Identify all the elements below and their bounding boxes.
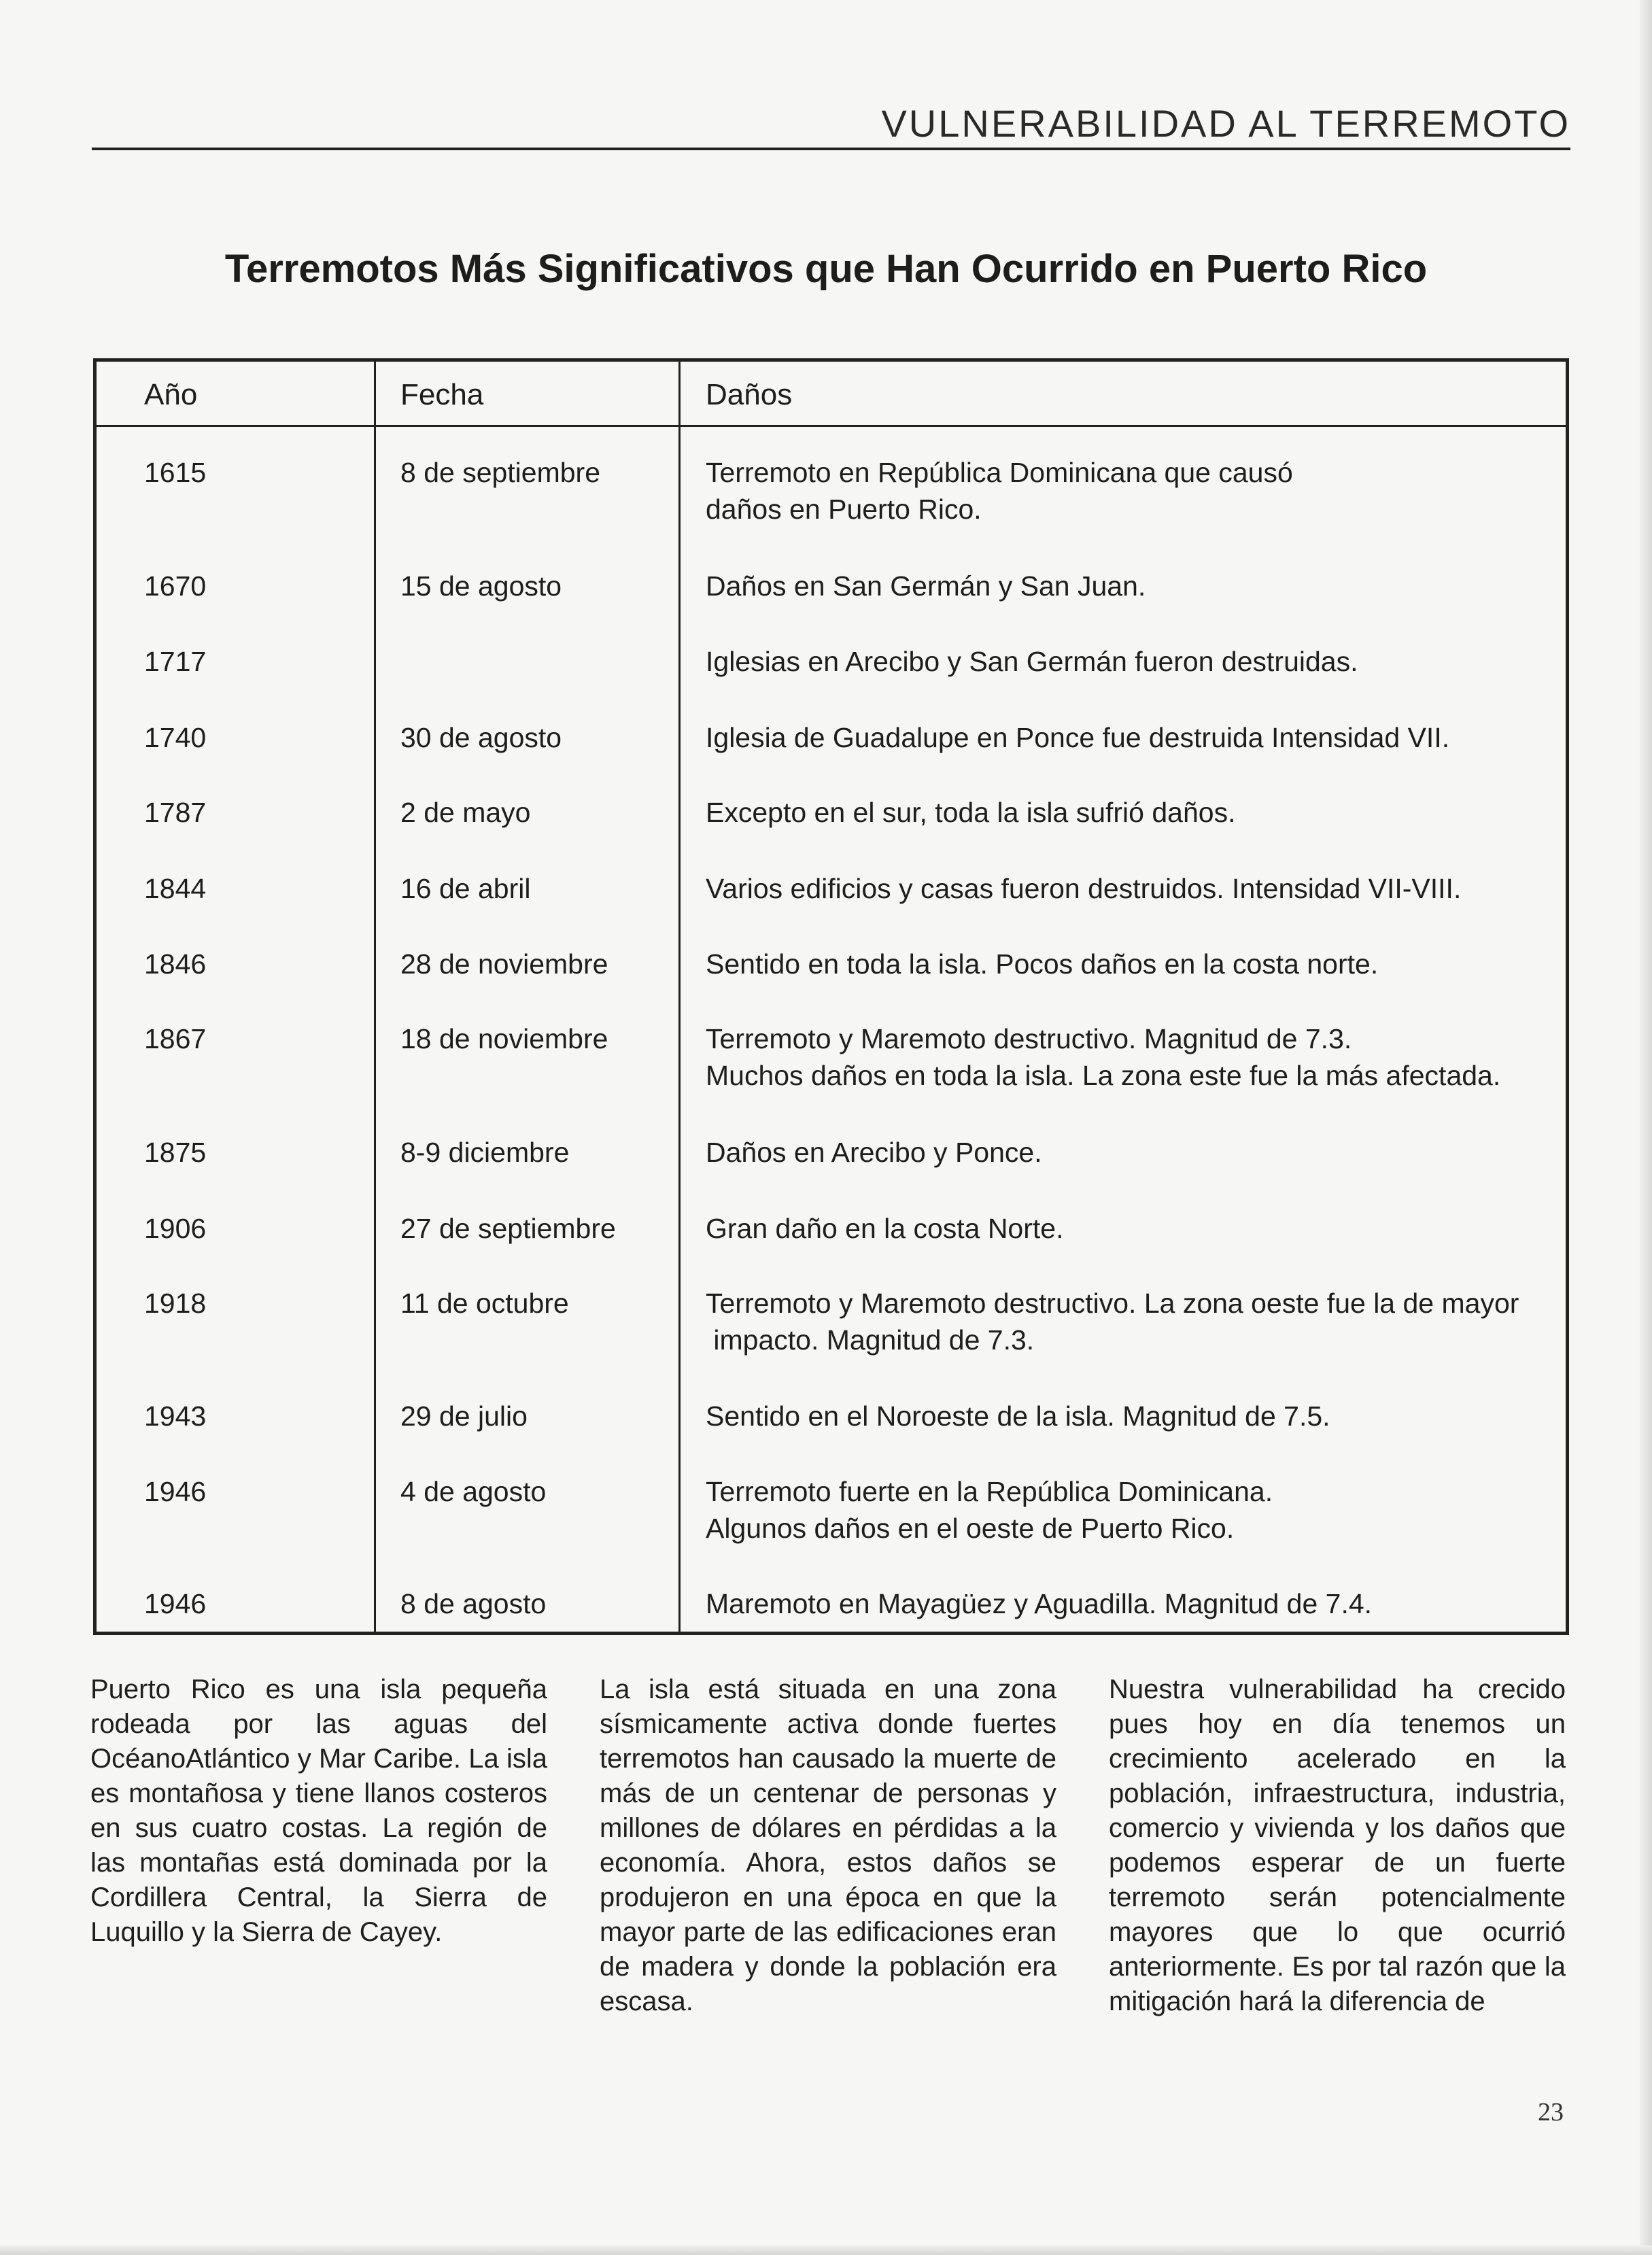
cell-year: 1918 [144, 1288, 207, 1319]
cell-date: 30 de agosto [400, 722, 562, 753]
cell-year: 1740 [144, 722, 207, 753]
cell-date: 11 de octubre [400, 1288, 569, 1319]
cell-damage: Terremoto y Maremoto destructivo. Magnitud de 7.3. [706, 1023, 1352, 1054]
cell-year: 1946 [144, 1588, 207, 1619]
document-title: Terremotos Más Significativos que Han Ocurrido en Puerto Rico [224, 247, 1428, 291]
running-header-title: VULNERABILIDAD AL TERREMOTO [881, 102, 1570, 145]
cell-year: 1615 [144, 457, 207, 488]
cell-damage: Sentido en toda la isla. Pocos daños en la costa norte. [706, 948, 1379, 980]
cell-date: 8-9 diciembre [400, 1137, 570, 1168]
cell-damage: Daños en Arecibo y Ponce. [706, 1137, 1042, 1168]
cell-year: 1787 [144, 797, 207, 828]
cell-date: 16 de abril [400, 873, 531, 904]
page-number: 23 [1538, 2098, 1564, 2127]
cell-date: 27 de septiembre [400, 1213, 616, 1244]
cell-damage: Terremoto en República Dominicana que causó [706, 457, 1293, 488]
page-bottom-shadow [0, 2245, 1652, 2255]
cell-damage: Excepto en el sur, toda la isla sufrió daños. [706, 797, 1236, 828]
cell-date: 18 de noviembre [400, 1023, 608, 1054]
cell-year: 1844 [144, 873, 207, 904]
column-divider [678, 362, 681, 1632]
cell-year: 1717 [144, 646, 207, 677]
running-header [92, 99, 1570, 150]
page-edge-shadow [1640, 0, 1652, 2255]
cell-damage: Terremoto y Maremoto destructivo. La zona oeste fue la de mayor [706, 1288, 1519, 1319]
body-column-1: Puerto Rico es una isla pequeña rodeada por las aguas del OcéanoAtlántico y Mar Caribe. La isla es montañosa y tiene llanos costeros en sus cuatro costas. La región de las montañas está dominada por la Cordillera Central, la Sierra de Luquillo y la Sierra de Cayey. [90, 1674, 547, 1947]
cell-damage: daños en Puerto Rico. [706, 494, 982, 525]
cell-damage: Terremoto fuerte en la República Dominicana. [706, 1476, 1273, 1507]
cell-damage: Daños en San Germán y San Juan. [706, 570, 1146, 602]
header-year: Año [144, 378, 198, 411]
cell-date: 8 de agosto [400, 1588, 547, 1619]
cell-year: 1943 [144, 1400, 207, 1432]
cell-damage: Muchos daños en toda la isla. La zona este fue la más afectada. [706, 1060, 1501, 1091]
cell-damage: Iglesia de Guadalupe en Ponce fue destruida Intensidad VII. [706, 722, 1450, 753]
cell-damage: impacto. Magnitud de 7.3. [706, 1324, 1035, 1356]
cell-date: 2 de mayo [400, 797, 531, 828]
header-divider [97, 425, 1566, 427]
cell-damage: Maremoto en Mayagüez y Aguadilla. Magnitud de 7.4. [706, 1588, 1373, 1619]
cell-date: 8 de septiembre [400, 457, 601, 488]
cell-date: 4 de agosto [400, 1476, 547, 1507]
cell-year: 1670 [144, 570, 207, 602]
cell-year: 1867 [144, 1023, 207, 1054]
cell-date: 29 de julio [400, 1400, 528, 1432]
cell-damage: Varios edificios y casas fueron destruidos. Intensidad VII-VIII. [706, 873, 1462, 904]
cell-year: 1846 [144, 948, 207, 980]
header-date: Fecha [400, 378, 484, 411]
cell-damage: Gran daño en la costa Norte. [706, 1213, 1064, 1244]
body-column-3: Nuestra vulnerabilidad ha crecido pues hoy en día tenemos un crecimiento acelerado en la población, infraestructura, industria, comercio y vivienda y los daños que podemos esperar de un fuerte terremoto serán potencialmente mayores que lo que ocurrió anteriormente. Es por tal razón que la mitigación hará la diferencia de [1109, 1674, 1566, 2016]
cell-year: 1946 [144, 1476, 207, 1507]
header-damage: Daños [706, 378, 793, 411]
cell-year: 1906 [144, 1213, 207, 1244]
cell-damage: Iglesias en Arecibo y San Germán fueron destruidas. [706, 646, 1358, 677]
cell-damage: Sentido en el Noroeste de la isla. Magnitud de 7.5. [706, 1400, 1330, 1432]
cell-year: 1875 [144, 1137, 207, 1168]
cell-date: 28 de noviembre [400, 948, 608, 980]
body-column-2: La isla está situada en una zona sísmicamente activa donde fuertes terremotos han causado la muerte de más de un centenar de personas y millones de dólares en pérdidas a la economía. Ahora, estos daños se produjeron en una época en que la mayor parte de las edificaciones eran de madera y donde la población era escasa. [600, 1674, 1056, 2016]
cell-damage: Algunos daños en el oeste de Puerto Rico. [706, 1513, 1235, 1544]
column-divider [374, 362, 376, 1632]
earthquake-table [93, 358, 1569, 1635]
cell-date: 15 de agosto [400, 570, 562, 602]
